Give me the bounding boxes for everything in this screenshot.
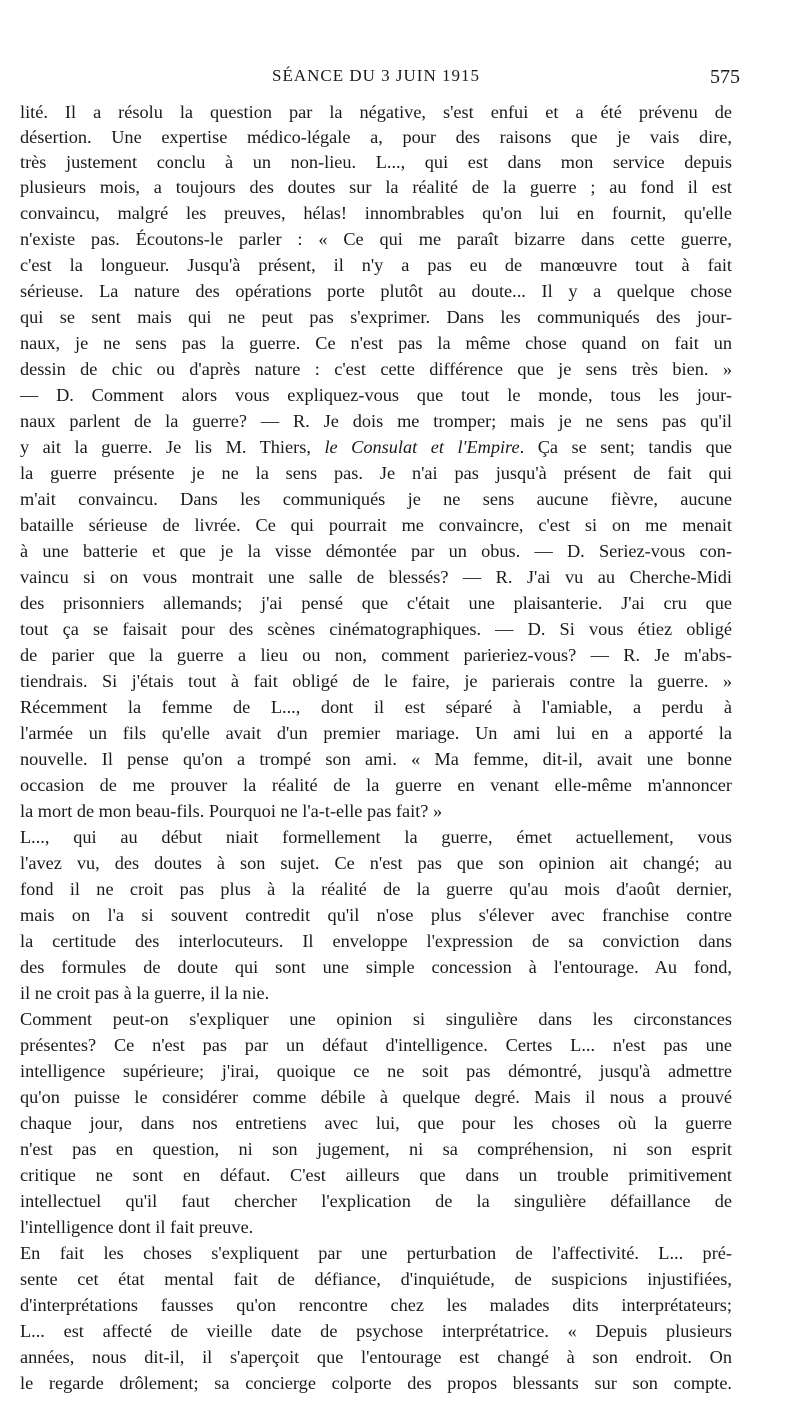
text-line: convaincu, malgré les preuves, hélas! innombrables qu'on lui en fournit, qu'elle (20, 203, 732, 223)
text-line: n'existe pas. Écoutons-le parler : « Ce qui me paraît bizarre dans cette guerre, (20, 229, 732, 249)
text-line: Récemment la femme de L..., dont il est séparé à l'amiable, a perdu à (20, 697, 732, 717)
text-line: Comment peut-on s'expliquer une opinion si singulière dans les circonstances (20, 1009, 732, 1029)
text-line: des formules de doute qui sont une simple concession à l'entourage. Au fond, (20, 957, 732, 977)
text-line: — D. Comment alors vous expliquez-vous que tout le monde, tous les jour- (20, 385, 732, 405)
text-line: critique ne sont en défaut. C'est ailleurs que dans un trouble primitivement (20, 1165, 732, 1185)
text-line: y ait la guerre. Je lis M. Thiers, le Consulat et l'Empire. Ça se sent; tandis que (20, 437, 732, 457)
text-line: L... est affecté de vieille date de psychose interprétatrice. « Depuis plusieurs (20, 1321, 732, 1341)
text-line: intelligence supérieure; j'irai, quoique ce ne soit pas démontré, jusqu'à admettre (20, 1061, 732, 1081)
text-line: la mort de mon beau-fils. Pourquoi ne l'a-t-elle pas fait? » (20, 801, 443, 821)
text-line: l'armée un fils qu'elle avait d'un premier mariage. Un ami lui en a apporté la (20, 723, 732, 743)
text-line: n'est pas en question, ni son jugement, ni sa compréhension, ni son esprit (20, 1139, 732, 1159)
text-line: sérieuse. La nature des opérations porte plutôt au doute... Il y a quelque chose (20, 281, 732, 301)
text-line: il ne croit pas à la guerre, il la nie. (20, 983, 270, 1003)
text-line: tiendrais. Si j'étais tout à fait obligé de le faire, je parierais contre la guerre. » (20, 671, 732, 691)
text-line: tout ça se faisait pour des scènes cinématographiques. — D. Si vous étiez obligé (20, 619, 732, 639)
text-line: occasion de me prouver la réalité de la guerre en venant elle-même m'annoncer (20, 775, 732, 795)
text-line: la guerre présente je ne la sens pas. Je n'ai pas jusqu'à présent de fait qui (20, 463, 732, 483)
text-line: le regarde drôlement; sa concierge colporte des propos blessants sur son compte. (20, 1373, 732, 1393)
text-line: L..., qui au début niait formellement la guerre, émet actuellement, vous (20, 827, 732, 847)
text-line: mais on l'a si souvent contredit qu'il n'ose plus s'élever avec franchise contre (20, 905, 732, 925)
page-header (0, 66, 800, 90)
text-line: des prisonniers allemands; j'ai pensé que c'était une plaisanterie. J'ai cru que (20, 593, 732, 613)
text-line: naux parlent de la guerre? — R. Je dois me tromper; mais je ne sens pas qu'il (20, 411, 732, 431)
text-line: vaincu si on vous montrait une salle de blessés? — R. J'ai vu au Cherche-Midi (20, 567, 732, 587)
text-line: qu'on puisse le considérer comme débile à quelque degré. Mais il nous a prouvé (20, 1087, 732, 1107)
text-line: intellectuel qu'il faut chercher l'explication de la singulière défaillance de (20, 1191, 732, 1211)
text-line: désertion. Une expertise médico-légale a, pour des raisons que je vais dire, (20, 127, 732, 147)
text-line: années, nous dit-il, il s'aperçoit que l'entourage est changé à son endroit. On (20, 1347, 732, 1367)
text-line: d'interprétations fausses qu'on rencontre chez les malades dits interprétateurs; (20, 1295, 732, 1315)
text-line: qui se sent mais qui ne peut pas s'exprimer. Dans les communiqués des jour- (20, 307, 732, 327)
text-line: lité. Il a résolu la question par la négative, s'est enfui et a été prévenu de (20, 102, 732, 122)
text-line: naux, je ne sens pas la guerre. Ce n'est pas la même chose quand on fait un (20, 333, 732, 353)
text-line: bataille sérieuse de livrée. Ce qui pourrait me convaincre, c'est si on me menait (20, 515, 732, 535)
text-line: la certitude des interlocuteurs. Il enveloppe l'expression de sa conviction dans (20, 931, 732, 951)
text-line: dessin de chic ou d'après nature : c'est cette différence que je sens très bien. » (20, 359, 732, 379)
text-line: nouvelle. Il pense qu'on a trompé son ami. « Ma femme, dit-il, avait une bonne (20, 749, 732, 769)
text-line: l'avez vu, des doutes à son sujet. Ce n'est pas que son opinion ait changé; au (20, 853, 732, 873)
text-line: fond il ne croit pas plus à la réalité de la guerre qu'au mois d'août dernier, (20, 879, 732, 899)
page-number: 575 (710, 66, 740, 88)
text-line: de parier que la guerre a lieu ou non, comment parieriez-vous? — R. Je m'abs- (20, 645, 732, 665)
text-line: c'est la longueur. Jusqu'à présent, il n'y a pas eu de manœuvre tout à fait (20, 255, 732, 275)
text-line: plusieurs mois, a toujours des doutes sur la réalité de la guerre ; au fond il est (20, 177, 732, 197)
text-line: l'intelligence dont il fait preuve. (20, 1217, 254, 1237)
text-line: à une batterie et que je la visse démontée par un obus. — D. Seriez-vous con- (20, 541, 732, 561)
text-line: En fait les choses s'expliquent par une perturbation de l'affectivité. L... pré- (20, 1243, 732, 1263)
text-line: présentes? Ce n'est pas par un défaut d'intelligence. Certes L... n'est pas une (20, 1035, 732, 1055)
book-title: le Consulat et l'Empire (324, 437, 520, 457)
running-title: SÉANCE DU 3 JUIN 1915 (272, 66, 480, 85)
text-line: m'ait convaincu. Dans les communiqués je ne sens aucune fièvre, aucune (20, 489, 732, 509)
text-line: chaque jour, dans nos entretiens avec lui, que pour les choses où la guerre (20, 1113, 732, 1133)
text-line: sente cet état mental fait de défiance, d'inquiétude, de suspicions injustifiées, (20, 1269, 732, 1289)
text-line: très justement conclu à un non-lieu. L..., qui est dans mon service depuis (20, 152, 732, 172)
